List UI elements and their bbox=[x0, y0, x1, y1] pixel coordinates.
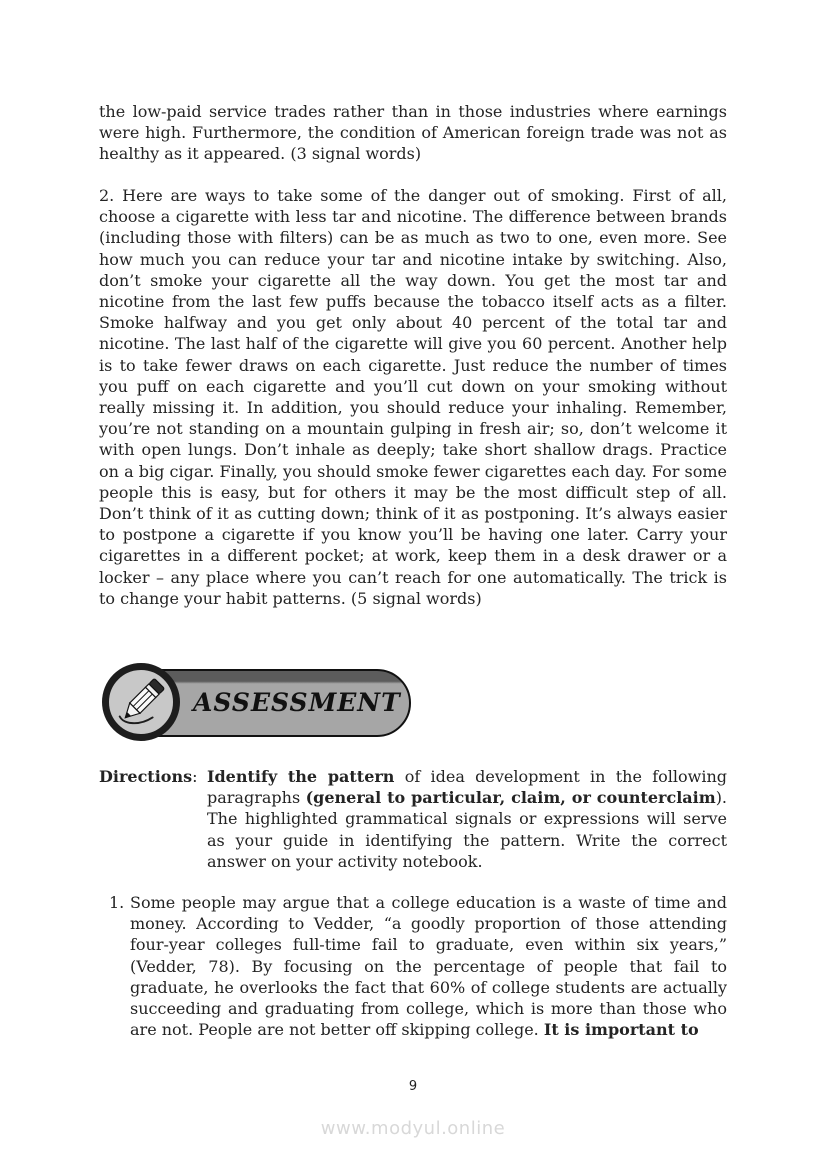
list-item-number: 1. bbox=[109, 893, 125, 912]
page-number: 9 bbox=[408, 1079, 418, 1094]
directions-regular-segment-1: of idea development in the following paragraphs bbox=[207, 767, 727, 808]
directions-bold-segment-2: (general to particular, claim, or counterclaim bbox=[305, 788, 716, 808]
list-item-body: Some people may argue that a college education is a waste of time and money. According to Vedder, “a goodly proportion of those attending four-year colleges full-time fail to graduate, even within six years,” (Vedder, 78). By focusing on the percentage of people that fail to graduate, he overlooks the fact that 60% of college students are actually succeeding and graduating from college, which is more than those who are not. People are not better off skipping college. bbox=[130, 893, 727, 1040]
directions-bold-segment-1: Identify the pattern bbox=[207, 767, 395, 786]
pencil-icon bbox=[112, 673, 170, 731]
paragraph-signal-words-2: 2. Here are ways to take some of the danger out of smoking. First of all, choose a cigarette with less tar and nicotine. The difference between brands (including those with filters) can be as much as two to one, even more. See how much you can reduce your tar and nicotine intake by switching. Also, don’t smoke your cigarette all the way down. You get the most tar and nicotine from the last few puffs because the tobacco itself acts as a filter. Smoke halfway and you get only about 40 percent of the total tar and nicotine. The last half of the cigarette will give you 60 percent. Another help is to take fewer draws on each cigarette. Just reduce the number of times you puff on each cigarette and you’ll cut down on your smoking without really missing it. In addition, you should reduce your inhaling. Remember, you’re not standing on a mountain gulping in fresh air; so, don’t welcome it with open lungs. Don’t inhale as deeply; take short shallow drags. Practice on a big cigar. Finally, you should smoke fewer cigarettes each day. For some people this is easy, but for others it may be the most difficult step of all. Don’t think of it as cutting down; think of it as postponing. It’s always easier to postpone a cigarette if you know you’ll be having one later. Carry your cigarettes in a different pocket; at work, keep them in a desk drawer or a locker – any place where you can’t reach for one automatically. The trick is to change your habit patterns. (5 signal words) bbox=[99, 186, 727, 608]
directions-colon: : bbox=[192, 767, 198, 786]
assessment-banner bbox=[102, 663, 417, 743]
watermark: www.modyul.online bbox=[320, 1118, 506, 1139]
directions-label bbox=[99, 766, 207, 872]
directions-label-bold: Directions bbox=[99, 767, 193, 786]
pencil-badge bbox=[102, 663, 180, 741]
paragraph-signal-words-1: the low-paid service trades rather than in those industries where earnings were high. Furthermore, the condition of American foreign trade was not as healthy as it appeared. (3 signal words) bbox=[99, 102, 727, 164]
directions-regular-segment-2: ). The highlighted grammatical signals or expressions will serve as your guide in identifying the pattern. Write the correct answer on your activity notebook. bbox=[207, 788, 728, 871]
assessment-title: ASSESSMENT bbox=[193, 688, 401, 718]
list-item-text bbox=[130, 892, 727, 1040]
directions-block bbox=[99, 766, 727, 872]
directions-text bbox=[207, 766, 727, 872]
list-item-bold-tail: It is important to bbox=[543, 1020, 699, 1040]
list-item bbox=[99, 892, 727, 1040]
